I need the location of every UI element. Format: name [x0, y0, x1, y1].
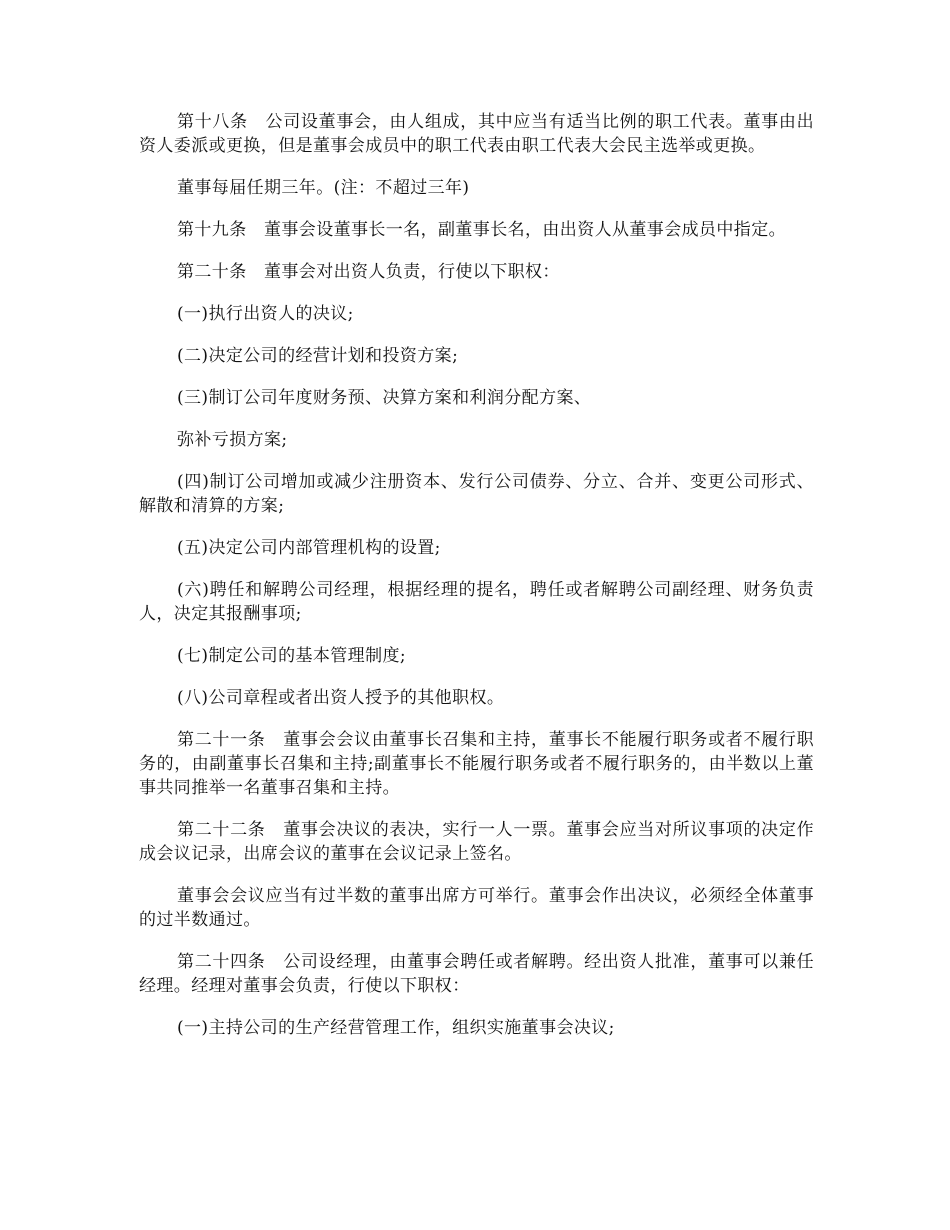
board-power-7: (七)制定公司的基本管理制度; [177, 646, 406, 666]
article-18: 第十八条 公司设董事会，由人组成，其中应当有适当比例的职工代表。董事由出资人委派或更换，但是董事会成员中的职工代表由职工代表大会民主选举或更换。 [139, 112, 814, 156]
board-power-3: (三)制订公司年度财务预、决算方案和利润分配方案、 [177, 388, 592, 408]
document-body [139, 110, 814, 1058]
board-power-8: (八)公司章程或者出资人授予的其他职权。 [177, 688, 505, 708]
board-power-6: (六)聘任和解聘公司经理，根据经理的提名，聘任或者解聘公司副经理、财务负责人，决定其报酬事项; [139, 580, 814, 624]
article-19: 第十九条 董事会设董事长一名，副董事长名，由出资人从董事会成员中指定。 [177, 220, 786, 240]
article-22: 第二十二条 董事会决议的表决，实行一人一票。董事会应当对所议事项的决定作成会议记录，出席会议的董事在会议记录上签名。 [139, 820, 814, 864]
board-power-1: (一)执行出资人的决议; [177, 304, 354, 324]
director-term-paragraph: 董事每届任期三年。(注：不超过三年) [177, 178, 470, 198]
board-power-2: (二)决定公司的经营计划和投资方案; [177, 346, 459, 366]
article-21: 第二十一条 董事会会议由董事长召集和主持，董事长不能履行职务或者不履行职务的，由副董事长召集和主持;副董事长不能履行职务或者不履行职务的，由半数以上董事共同推举一名董事召集和主持。 [139, 730, 814, 798]
board-power-3-continued: 弥补亏损方案; [177, 430, 288, 450]
article-20: 第二十条 董事会对出资人负责，行使以下职权： [177, 262, 560, 282]
board-power-4: (四)制订公司增加或减少注册资本、发行公司债券、分立、合并、变更公司形式、解散和清算的方案; [139, 472, 814, 516]
article-24: 第二十四条 公司设经理，由董事会聘任或者解聘。经出资人批准，董事可以兼任经理。经理对董事会负责，行使以下职权： [139, 952, 814, 996]
manager-power-1: (一)主持公司的生产经营管理工作，组织实施董事会决议; [177, 1018, 615, 1038]
board-power-5: (五)决定公司内部管理机构的设置; [177, 538, 441, 558]
board-quorum-paragraph: 董事会会议应当有过半数的董事出席方可举行。董事会作出决议，必须经全体董事的过半数通过。 [139, 886, 814, 930]
